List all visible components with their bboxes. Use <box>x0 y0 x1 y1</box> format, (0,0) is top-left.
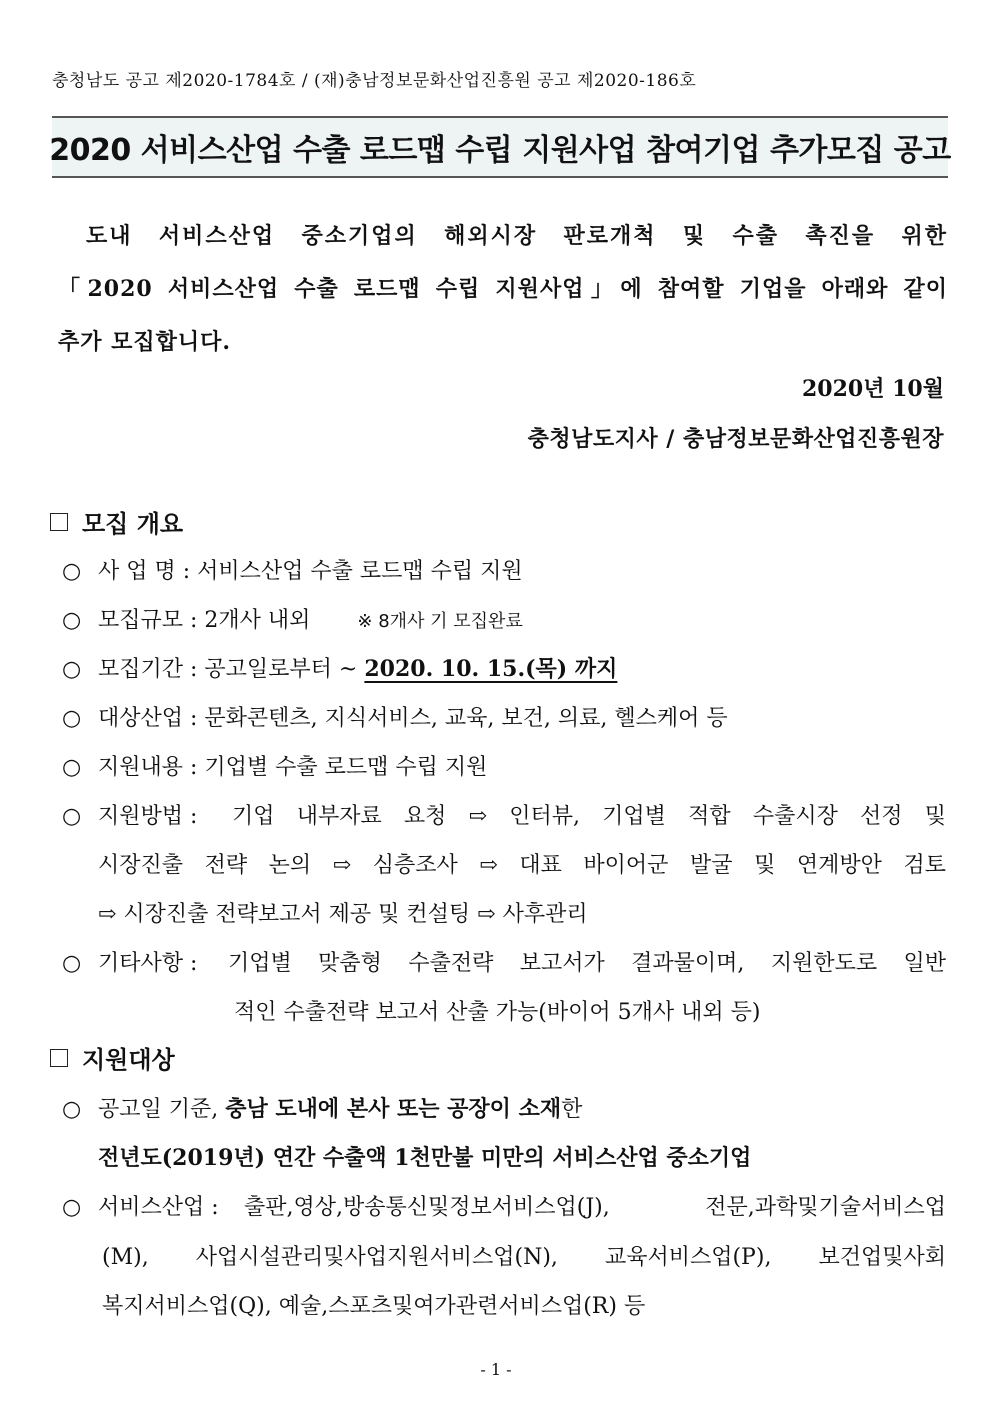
list-item-target-industry <box>62 701 948 732</box>
item-value: 기업별 수출 로드맵 수립 지원 <box>204 755 488 780</box>
bullet-icon: ○ <box>62 1195 82 1220</box>
section-title: 모집 개요 <box>82 510 184 538</box>
title-box <box>49 116 951 178</box>
checkbox-icon <box>50 1049 68 1067</box>
list-item-eligibility <box>62 1092 948 1123</box>
eligibility-bold: 충남 도내에 본사 또는 공장이 소재 <box>225 1096 562 1122</box>
issuer: 충청남도지사 / 충남정보문화산업진흥원장 <box>527 426 944 452</box>
item-key: 지원방법 : <box>98 804 198 829</box>
item-key: 지원내용 : <box>98 755 198 780</box>
eligibility-pre: 공고일 기준, <box>98 1097 226 1122</box>
deadline: 2020. 10. 15.(목) 까지 <box>364 656 618 682</box>
section-title: 지원대상 <box>82 1046 175 1074</box>
item-note: ※ 8개사 기 모집완료 <box>357 611 523 632</box>
checkbox-icon <box>50 513 68 531</box>
eligibility-line-2: 전년도(2019년) 연간 수출액 1천만불 미만의 서비스산업 중소기업 <box>98 1145 752 1171</box>
announcement-number: 충청남도 공고 제2020-1784호 / (재)충남정보문화산업진흥원 공고 제2020-186호 <box>52 71 697 91</box>
other-line-1: 기업별 맞춤형 수출전략 보고서가 결과물이며, 지원한도로 일반 <box>228 951 946 976</box>
list-item-recruit-scale <box>62 603 948 634</box>
item-key: 모집규모 : <box>98 608 198 633</box>
bullet-icon: ○ <box>62 706 82 731</box>
list-item-project-name <box>62 554 948 585</box>
bullet-icon: ○ <box>62 608 82 633</box>
intro-line-1: 도내 서비스산업 중소기업의 해외시장 판로개척 및 수출 촉진을 위한 <box>86 223 948 249</box>
item-value: 서비스산업 수출 로드맵 수립 지원 <box>197 559 523 584</box>
other-line-2: 적인 수출전략 보고서 산출 가능(바이어 5개사 내외 등) <box>234 1000 761 1025</box>
bullet-icon: ○ <box>62 1097 82 1122</box>
issue-date: 2020년 10월 <box>801 376 944 402</box>
item-key: 사 업 명 : <box>98 559 191 584</box>
list-item-support-content <box>62 750 948 781</box>
bullet-icon: ○ <box>62 951 82 976</box>
support-method-line-3: ⇨ 시장진출 전략보고서 제공 및 컨설팅 ⇨ 사후관리 <box>98 902 588 927</box>
service-industry-line-1: 출판,영상,방송통신및정보서비스업(J), 전문,과학및기술서비스업 <box>244 1195 946 1220</box>
item-value: 2개사 내외 <box>204 608 311 633</box>
section-heading-eligibility <box>50 1040 175 1075</box>
item-key: 서비스산업 : <box>98 1195 219 1220</box>
page-number: - 1 - <box>480 1360 512 1379</box>
support-method-line-1: 기업 내부자료 요청 ⇨ 인터뷰, 기업별 적합 수출시장 선정 및 <box>232 804 946 829</box>
intro-line-3: 추가 모집합니다. <box>58 329 232 355</box>
bullet-icon: ○ <box>62 755 82 780</box>
support-method-line-2: 시장진출 전략 논의 ⇨ 심층조사 ⇨ 대표 바이어군 발굴 및 연계방안 검토 <box>98 853 946 878</box>
document-title: 2020 서비스산업 수출 로드맵 수립 지원사업 참여기업 추가모집 공고 <box>49 133 951 168</box>
item-value: 공고일로부터 ~ <box>204 657 358 682</box>
intro-paragraph <box>58 210 948 369</box>
section-heading-overview <box>50 504 183 539</box>
list-item-recruit-period <box>62 652 948 683</box>
bullet-icon: ○ <box>62 804 82 829</box>
item-value: 문화콘텐츠, 지식서비스, 교육, 보건, 의료, 헬스케어 등 <box>204 706 728 731</box>
bullet-icon: ○ <box>62 657 82 682</box>
item-key: 기타사항 : <box>98 951 198 976</box>
eligibility-post: 한 <box>561 1097 583 1122</box>
intro-line-2: 「2020 서비스산업 수출 로드맵 수립 지원사업」에 참여할 기업을 아래와 같이 <box>58 276 948 302</box>
service-industry-line-3: 복지서비스업(Q), 예술,스포츠및여가관련서비스업(R) 등 <box>102 1294 646 1319</box>
item-key: 대상산업 : <box>98 706 198 731</box>
item-key: 모집기간 : <box>98 657 198 682</box>
service-industry-line-2: (M), 사업시설관리및사업지원서비스업(N), 교육서비스업(P), 보건업및사회 <box>102 1245 946 1270</box>
bullet-icon: ○ <box>62 559 82 584</box>
